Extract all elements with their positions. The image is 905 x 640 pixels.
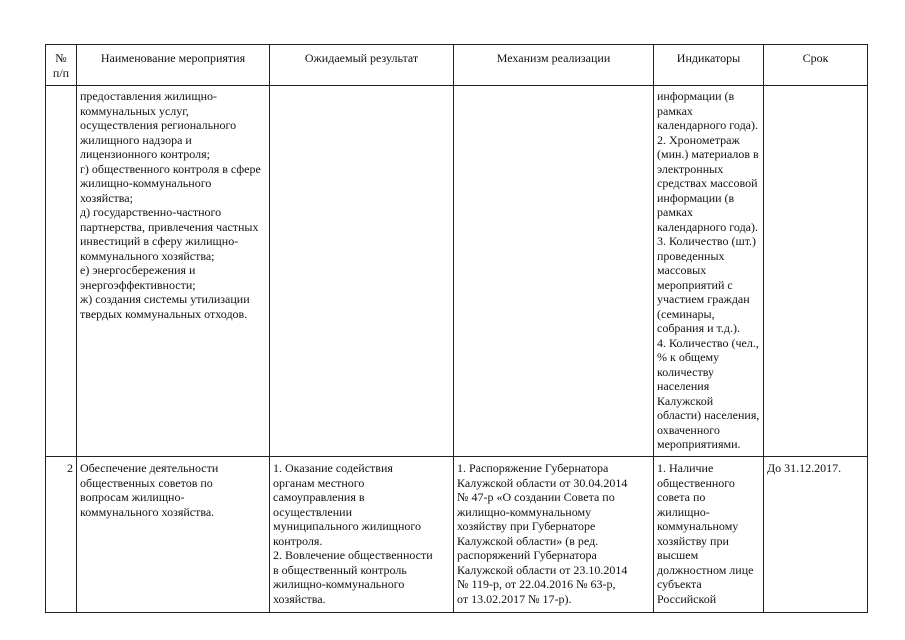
header-indicators: Индикаторы bbox=[654, 45, 764, 86]
header-num: № п/п bbox=[46, 45, 77, 86]
row1-num-cell bbox=[46, 86, 77, 457]
table-row bbox=[46, 86, 868, 457]
row2-name-cell: Обеспечение деятельности общественных советов по вопросам жилищно- коммунального хозяйства. bbox=[77, 457, 270, 613]
row2-result-cell: 1. Оказание содействия органам местного самоуправления в осуществлении муниципального жилищного контроля. 2. Вовлечение общественности в общественный контроль жилищно-коммунального хозяйства. bbox=[270, 457, 454, 613]
header-mechanism: Механизм реализации bbox=[454, 45, 654, 86]
row2-mechanism-cell: 1. Распоряжение Губернатора Калужской области от 30.04.2014 № 47-р «О создании Совета по жилищно-коммунальному хозяйству при Губернаторе Калужской области» (в ред. распоряжений Губернатора Калужской области от 23.10.2014 № 119-р, от 22.04.2016 № 63-р, от 13.02.2017 № 17-р). bbox=[454, 457, 654, 613]
row2-indicators-cell: 1. Наличие общественного совета по жилищно- коммунальному хозяйству при высшем должностном лице субъекта Российской bbox=[654, 457, 764, 613]
row2-deadline-cell: До 31.12.2017. bbox=[764, 457, 868, 613]
measures-table bbox=[45, 44, 868, 613]
header-deadline: Срок bbox=[764, 45, 868, 86]
header-name: Наименование мероприятия bbox=[77, 45, 270, 86]
row2-num-cell: 2 bbox=[46, 457, 77, 613]
row1-deadline-cell bbox=[764, 86, 868, 457]
row1-result-cell bbox=[270, 86, 454, 457]
header-result: Ожидаемый результат bbox=[270, 45, 454, 86]
row1-name-cell: предоставления жилищно- коммунальных услуг, осуществления регионального жилищного надзора и лицензионного контроля; г) общественного контроля в сфере жилищно-коммунального хозяйства; д) государственно-частного партнерства, привлечения частных инвестиций в сферу жилищно- коммунального хозяйства; е) энергосбережения и энергоэффективности; ж) создания системы утилизации твердых коммунальных отходов. bbox=[77, 86, 270, 457]
table-header-row bbox=[46, 45, 868, 86]
row1-mechanism-cell bbox=[454, 86, 654, 457]
row1-indicators-cell: информации (в рамках календарного года). 2. Хронометраж (мин.) материалов в электронных средствах массовой информации (в рамках календарного года). 3. Количество (шт.) проведенных массовых мероприятий с участием граждан (семинары, собрания и т.д.). 4. Количество (чел., % к общему количеству населения Калужской области) населения, охваченного мероприятиями. bbox=[654, 86, 764, 457]
table-row bbox=[46, 457, 868, 613]
